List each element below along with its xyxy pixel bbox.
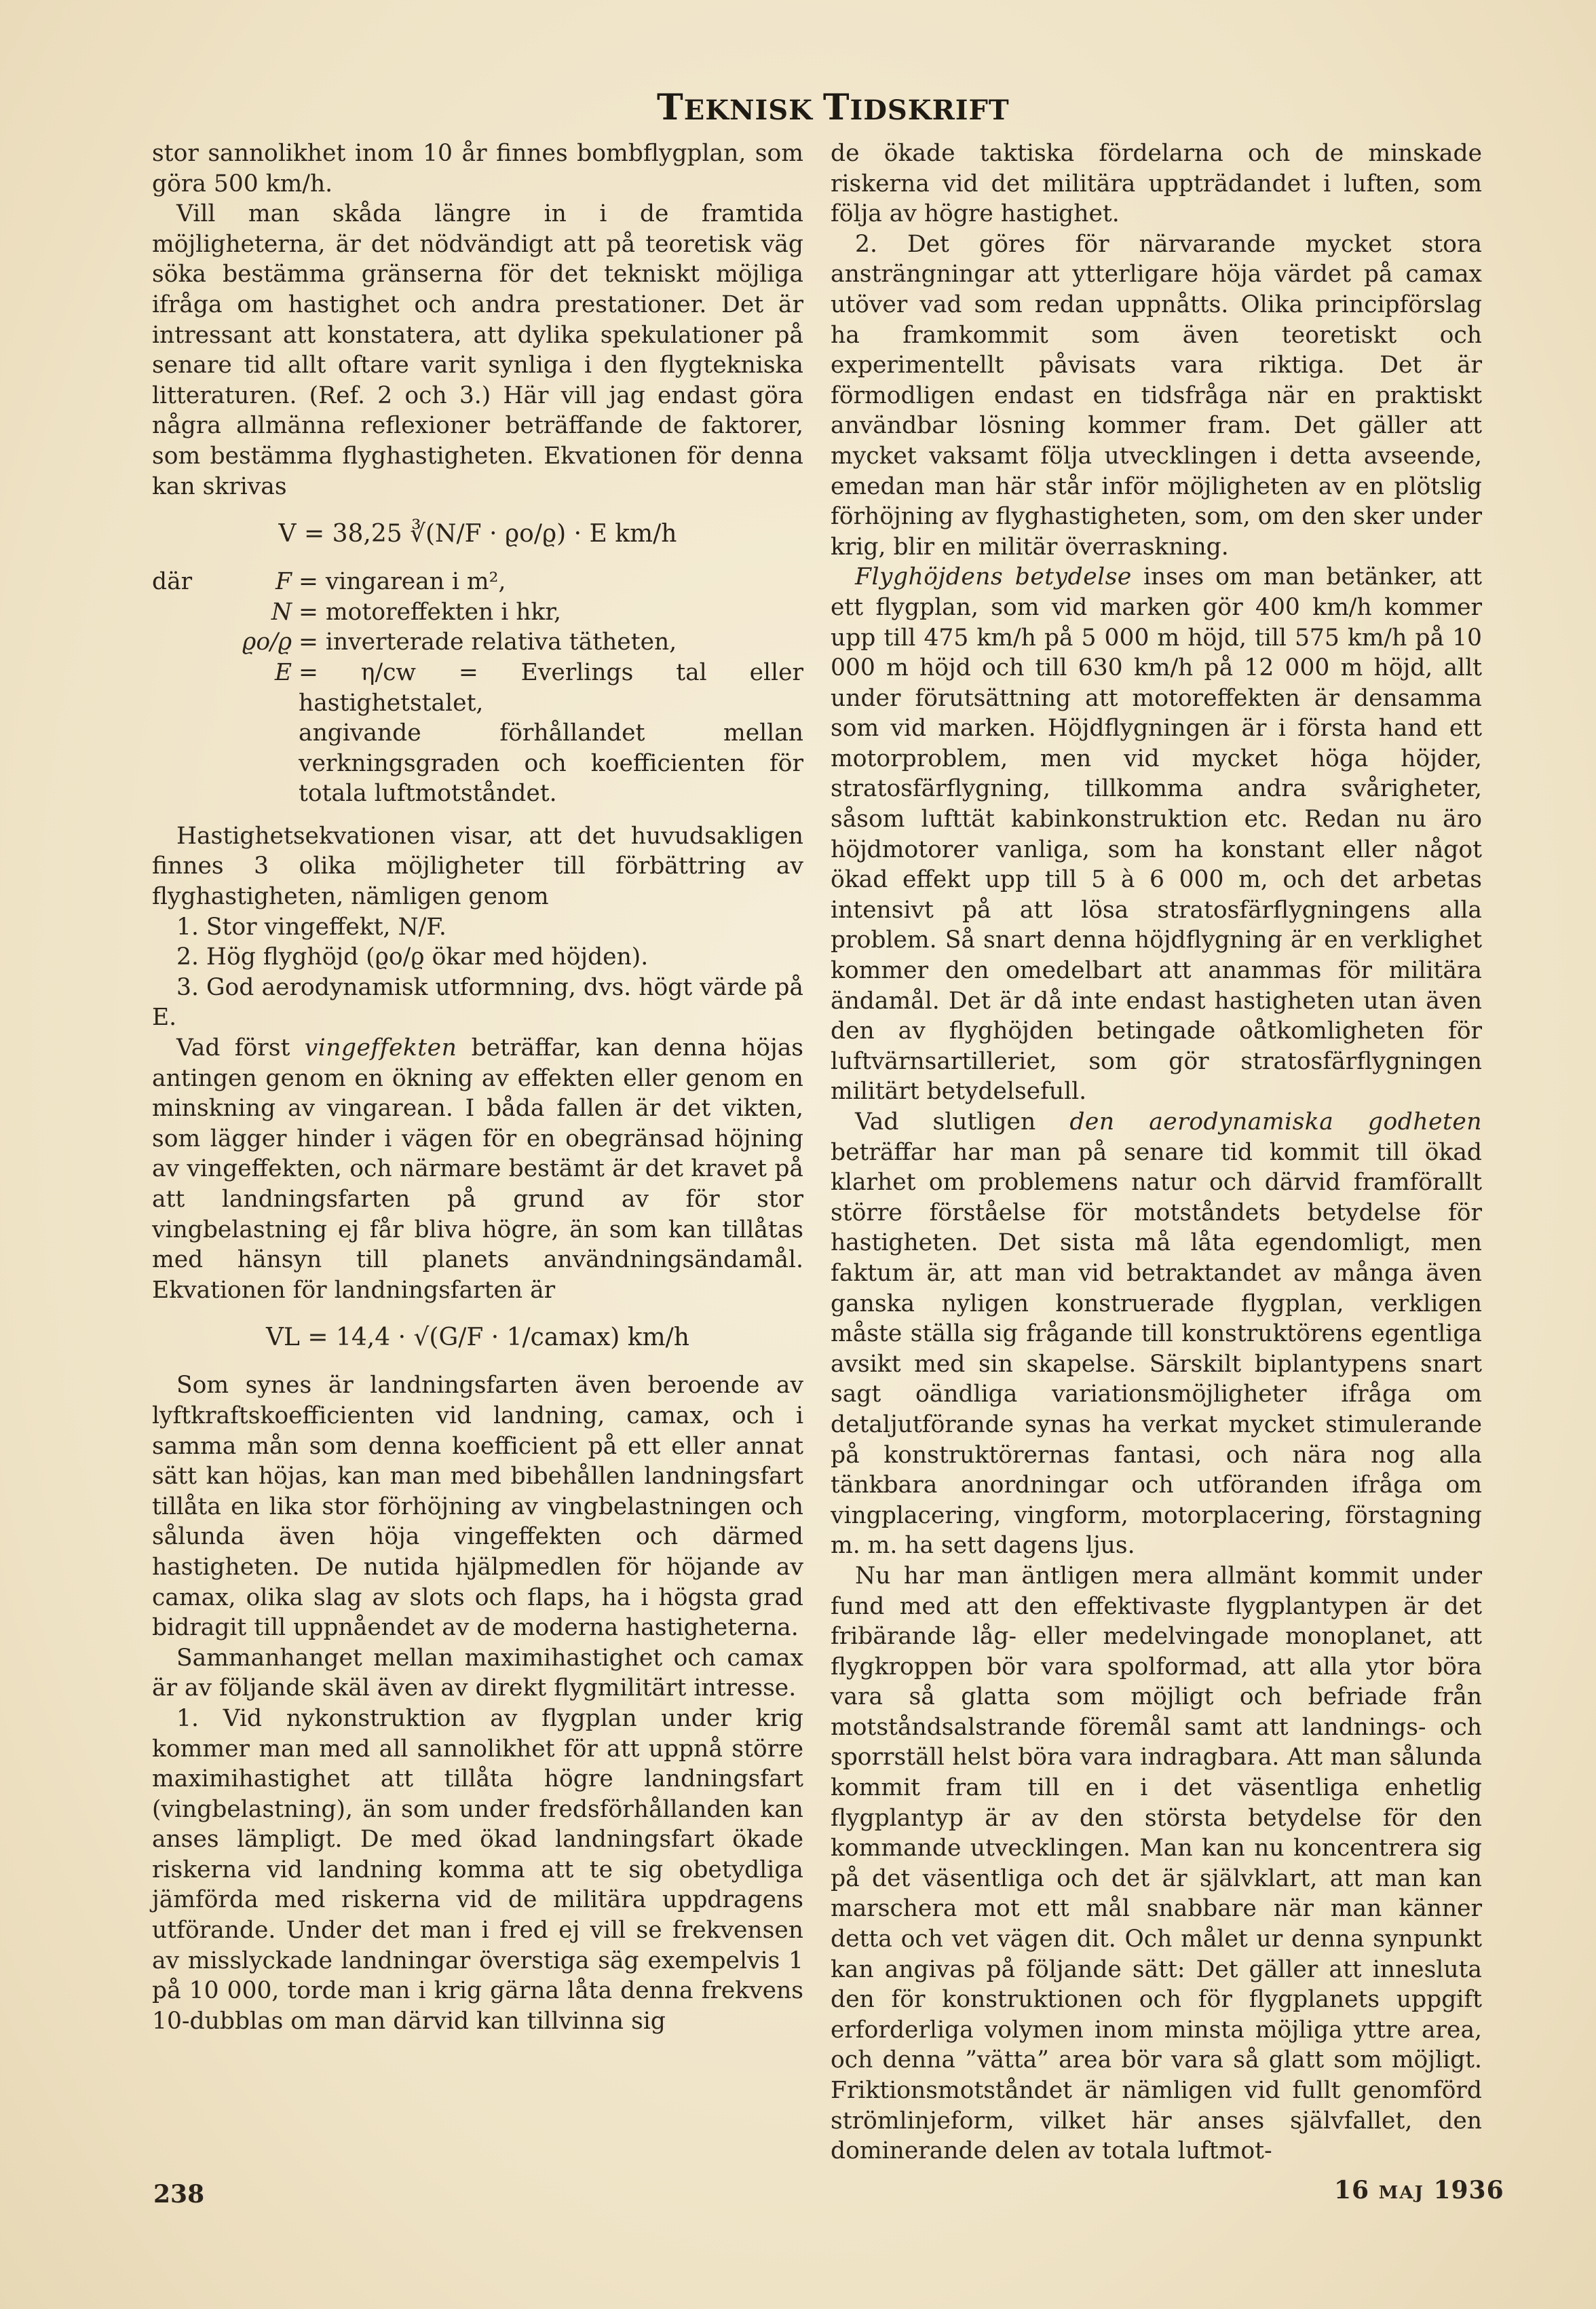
paragraph: 1. Vid nykonstruktion av flygplan under krig kommer man med all sannolikhet för att uppnå större maximihastighet att tillåta högre landningsfart (vingbelastning), än som under fredsförhållanden kan anses lämpligt. De med ökad landningsfart ökade riskerna vid landning komma att te sig obetydliga jämförda med riskerna vid de militära uppdragens utförande. Under det man i fred ej vill se frekvensen av misslyckade landningar överstiga säg exempelvis 1 på 10 000, torde man i krig gärna låta denna frekvens 10-dubblas om man därvid kan tillvinna sig bbox=[152, 1704, 803, 2035]
list-item: 3. God aerodynamisk utformning, dvs. högt värde på E. bbox=[152, 973, 803, 1032]
paragraph: Som synes är landningsfarten även beroende av lyftkraftskoefficienten vid landning, camax, och i samma mån som denna koefficient på ett eller annat sätt kan höjas, kan man med bibehållen landningsfart tillåta en lika stor förhöjning av vingbelastningen och sålunda även höja vingeffekten och därmed hastigheten. De nutida hjälpmedlen för höjande av camax, olika slag av slots och flaps, ha i högsta grad bidragit till uppnåendet av de moderna hastigheterna. bbox=[152, 1372, 803, 1642]
definition-continuation: angivande förhållandet mellan verkningsgraden och koefficienten för totala luftmotståndet. bbox=[299, 719, 803, 808]
left-column bbox=[152, 138, 803, 2036]
list-item: 1. Stor vingeffekt, N/F. bbox=[176, 913, 446, 941]
paragraph: Sammanhanget mellan maximihastighet och camax är av följande skäl även av direkt flygmilitärt intresse. bbox=[152, 1644, 803, 1702]
right-column bbox=[831, 138, 1482, 2166]
speed-equation: V = 38,25 ∛(N/F · ϱo/ϱ) · E km/h bbox=[278, 520, 677, 548]
definition-row: där F = vingarean i m², bbox=[152, 568, 506, 596]
paragraph: Vad först vingeffekten beträffar, kan denna höjas antingen genom en ökning av effekten eller genom en minskning av vingarean. I båda fallen är det vikten, som lägger hinder i vägen för en obegränsad höjning av vingeffekten, och närmare bestämt är det kravet på att landningsfarten på grund av för stor vingbelastning ej får bliva högre, än som kan tillåtas med hänsyn till planets användningsändamål. Ekvationen för landningsfarten är bbox=[152, 1034, 803, 1304]
variable-definitions bbox=[152, 567, 803, 809]
definition-row: ϱo/ϱ = inverterade relativa tätheten, bbox=[242, 628, 677, 656]
running-header: TEKNISK TIDSKRIFT bbox=[657, 87, 1010, 128]
paragraph: Flyghöjdens betydelse inses om man betänker, att ett flygplan, som vid marken gör 400 km/h kommer upp till 475 km/h på 5 000 m höjd, till 575 km/h på 10 000 m höjd och till 630 km/h på 12 000 m höjd, allt under förutsättning att motoreffekten är densamma som vid marken. Höjdflygningen är i första hand ett motorproblem, men vid mycket höga höjder, stratosfärflygning, tillkomma andra svårigheter, såsom lufttät kabinkonstruktion etc. Redan nu äro höjdmotorer vanliga, som ha konstant eller något ökad effekt upp till 5 à 6 000 m, och det arbetas intensivt på att lösa stratosfärflygningens alla problem. Så snart denna höjdflygning är en verklighet kommer den omedelbart att anammas för militära ändamål. Det är då inte endast hastigheten utan även den av flyghöjden betingade oåtkomligheten för luftvärnsartilleriet, som gör stratosfärflygningen militärt betydelsefull. bbox=[831, 563, 1483, 1106]
paragraph: de ökade taktiska fördelarna och de minskade riskerna vid det militära uppträdandet i luften, som följa av högre hastighet. bbox=[831, 140, 1482, 228]
definition-row: E = η/cw = Everlings tal eller hastighetstalet, bbox=[274, 658, 803, 717]
landing-speed-equation: VL = 14,4 · √(G/F · 1/camax) km/h bbox=[266, 1324, 689, 1352]
definition-row: N = motoreffekten i hkr, bbox=[271, 598, 561, 626]
paragraph: 2. Det göres för närvarande mycket stora ansträngningar att ytterligare höja värdet på camax utöver vad som redan uppnåtts. Olika principförslag ha framkommit som även teoretiskt och experimentellt påvisats vara riktiga. Det är förmodligen endast en tidsfråga när en praktiskt användbar lösning kommer fram. Det gäller att mycket vaksamt följa utvecklingen i detta avseende, emedan man här står inför möjligheten av en plötslig förhöjning av flyghastigheten, som, om den sker under krig, blir en militär överraskning. bbox=[831, 230, 1482, 561]
paragraph: Hastighetsekvationen visar, att det huvudsakligen finnes 3 olika möjligheter till förbättring av flyghastigheten, nämligen genom bbox=[152, 822, 803, 911]
paragraph: Vill man skåda längre in i de framtida möjligheterna, är det nödvändigt att på teoretisk väg söka bestämma gränserna för det tekniskt möjliga ifråga om hastighet och andra prestationer. Det är intressant att konstatera, att dylika spekulationer på senare tid allt oftare varit synliga i den flygtekniska litteraturen. (Ref. 2 och 3.) Här vill jag endast göra några allmänna reflexioner beträffande de faktorer, som bestämma flyghastigheten. Ekvationen för denna kan skrivas bbox=[152, 200, 803, 500]
paragraph: Nu har man äntligen mera allmänt kommit under fund med att den effektivaste flygplantypen är det fribärande låg- eller medelvingade monoplanet, att flygkroppen bör vara spolformad, att alla ytor böra vara så glatta som möjligt och befriade från motståndsalstrande föremål samt att landnings- och sporrställ helst böra vara indragbara. Att man sålunda kommit fram till en i det väsentliga enhetlig flygplantyp är av den största betydelse för den kommande utvecklingen. Man kan nu koncentrera sig på det väsentliga och det är självklart, att man kan marschera mot ett mål snabbare när man känner detta och vet vägen dit. Och målet ur denna synpunkt kan angivas på följande sätt: Det gäller att innesluta den för konstruktionen och för flygplanets uppgift erforderliga volymen inom minsta möjliga yttre area, och denna ”vätta” area bör vara så glatt som möjligt. Friktionsmotståndet är nämligen vid fullt genomförd strömlinjeform, vilket här anses självfallet, den dominerande delen av totala luftmot- bbox=[831, 1562, 1482, 2165]
list-item: 2. Hög flyghöjd (ϱo/ϱ ökar med höjden). bbox=[176, 943, 649, 971]
paragraph: stor sannolikhet inom 10 år finnes bombflygplan, som göra 500 km/h. bbox=[152, 140, 803, 198]
issue-date: 16 MAJ 1936 bbox=[1334, 2176, 1504, 2204]
page-number: 238 bbox=[153, 2180, 205, 2209]
paragraph: Vad slutligen den aerodynamiska godheten beträffar har man på senare tid kommit till ökad klarhet om problemens natur och därvid framförallt större förståelse för motståndets betydelse för hastigheten. Det sista må låta egendomligt, men faktum är, att man vid betraktandet av många även ganska nyligen konstruerade flygplan, verkligen måste ställa sig frågande till konstruktörens egentliga avsikt med sin skapelse. Särskilt biplantypens snart sagt oändliga variationsmöjligheter ifråga om detaljutförande synas ha verkat mycket stimulerande på konstruktörernas fantasi, och nära nog alla tänkbara anordningar och utföranden ifråga om vingplacering, vingform, motorplacering, förstagning m. m. ha sett dagens ljus. bbox=[831, 1108, 1482, 1560]
